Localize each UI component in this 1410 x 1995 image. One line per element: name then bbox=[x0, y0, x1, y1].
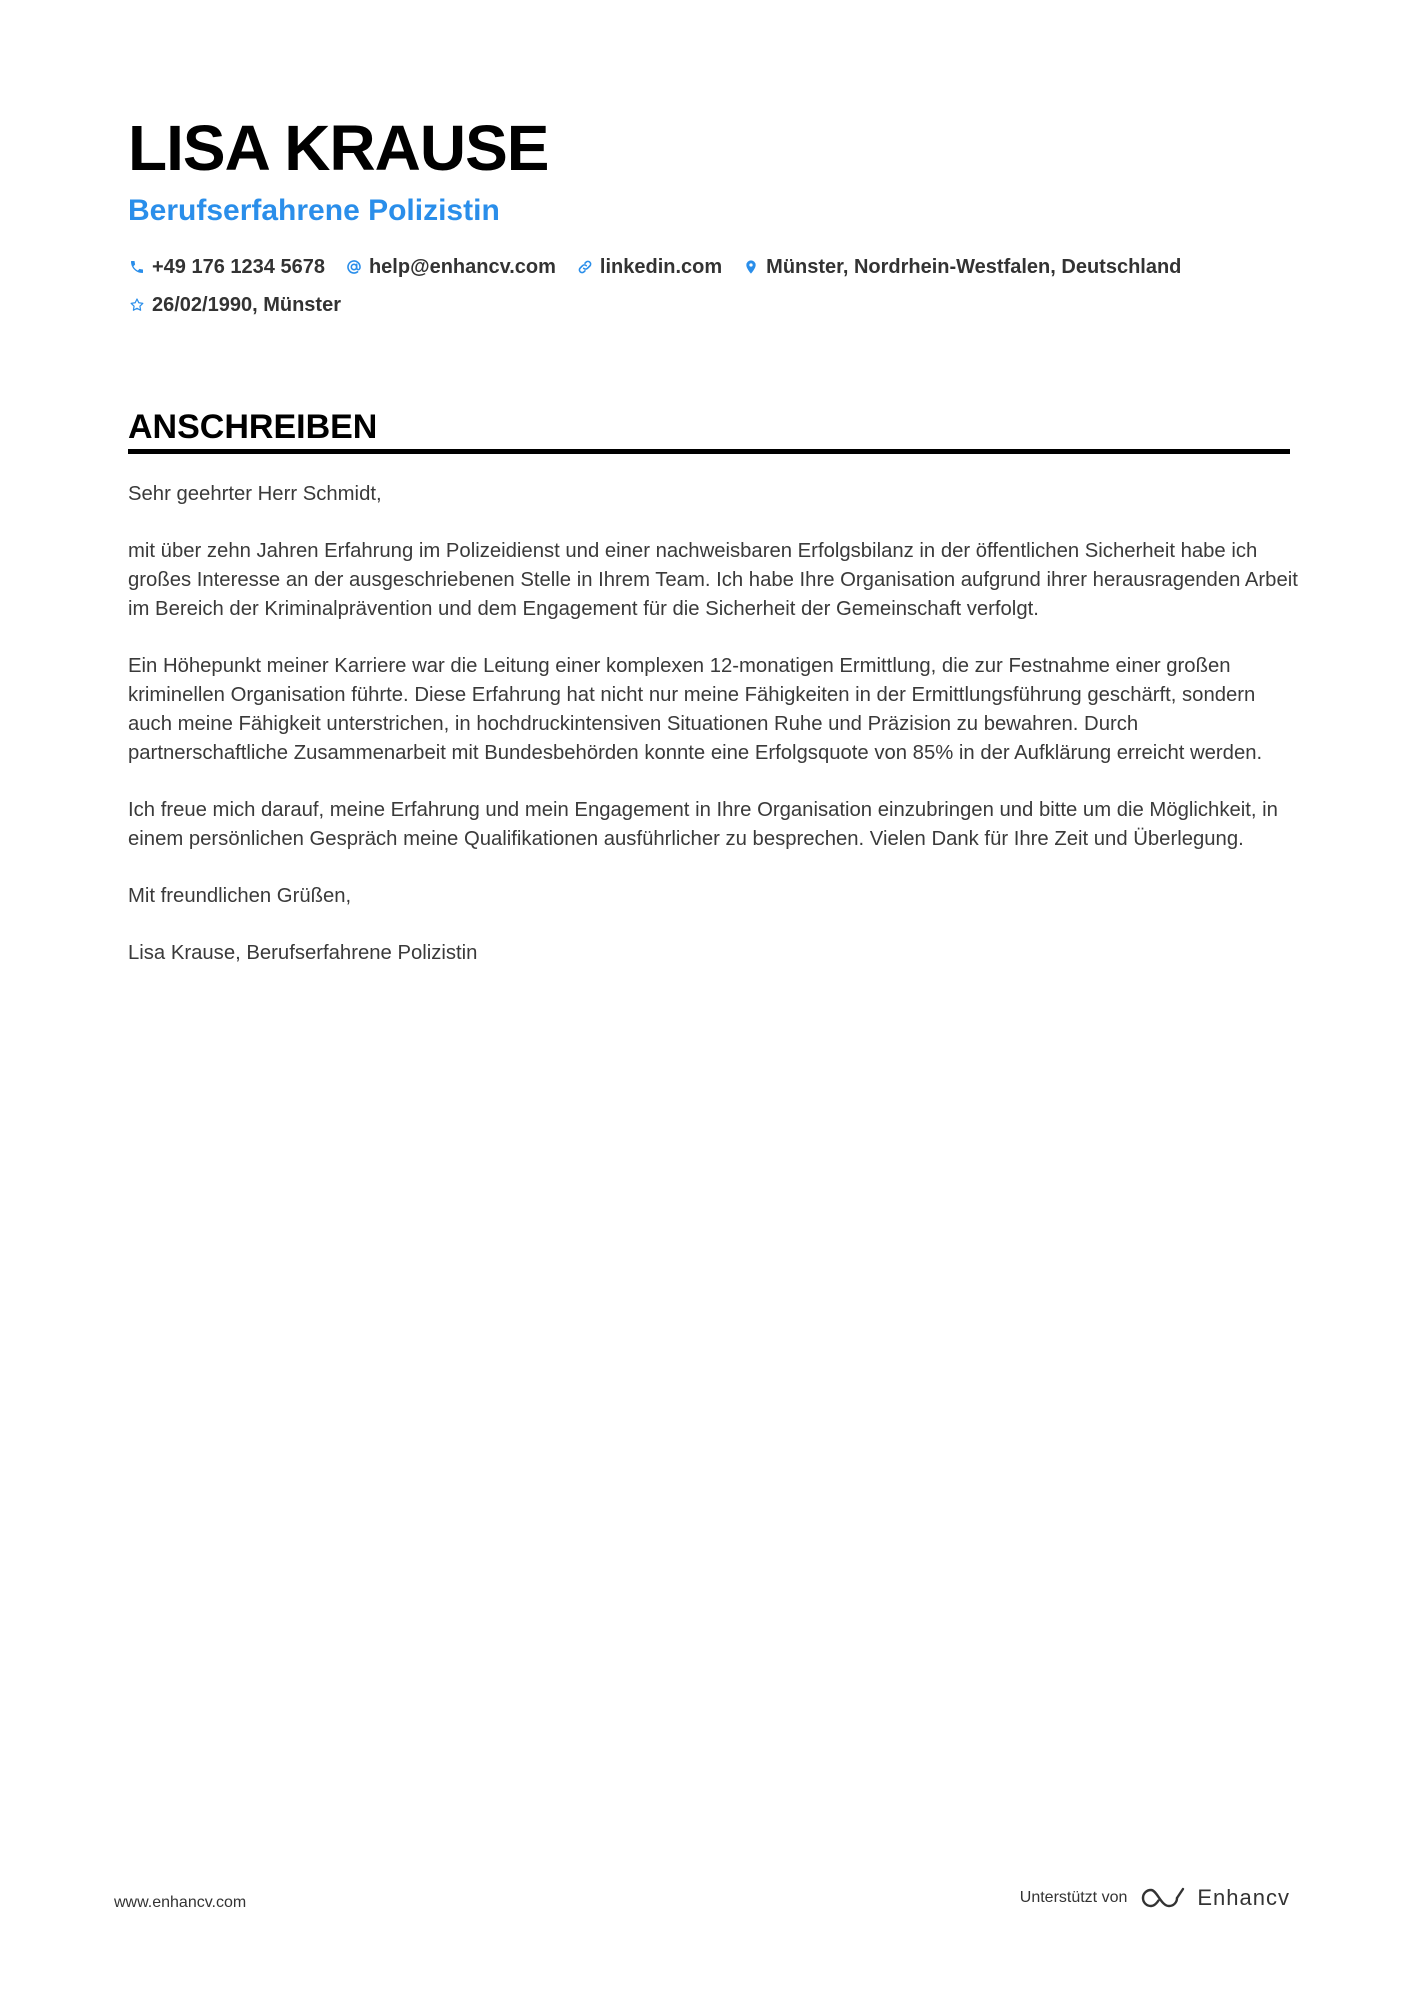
contact-email[interactable] bbox=[345, 256, 556, 279]
contact-linkedin[interactable] bbox=[576, 256, 722, 279]
footer-branding bbox=[1020, 1884, 1290, 1912]
contact-phone-text: +49 176 1234 5678 bbox=[152, 255, 325, 278]
location-pin-icon bbox=[742, 258, 760, 276]
contact-birth-text: 26/02/1990, Münster bbox=[152, 293, 341, 316]
contact-location bbox=[742, 256, 1181, 279]
enhancv-logo-text: Enhancv bbox=[1197, 1885, 1290, 1910]
contact-row-2 bbox=[128, 290, 1288, 320]
letter-body bbox=[128, 480, 1298, 996]
at-icon bbox=[345, 258, 363, 276]
letter-closing: Mit freundlichen Grüßen, bbox=[128, 885, 352, 907]
contact-linkedin-text: linkedin.com bbox=[599, 255, 723, 278]
contact-row-1 bbox=[128, 252, 1288, 282]
letter-paragraph-3: Ich freue mich darauf, meine Erfahrung und mein Engagement in Ihre Organisation einzubringen und bitte um die Möglichkeit, in einem persönlichen Gespräch meine Qualifikationen ausführlicher zu besprechen. Vielen Dank für Ihre Zeit und Überlegung. bbox=[128, 799, 1278, 850]
phone-icon bbox=[128, 258, 146, 276]
link-icon bbox=[576, 258, 594, 276]
enhancv-logo-icon bbox=[1139, 1884, 1187, 1912]
footer-website[interactable]: www.enhancv.com bbox=[114, 1894, 247, 1911]
letter-salutation: Sehr geehrter Herr Schmidt, bbox=[128, 483, 382, 505]
section-title: ANSCHREIBEN bbox=[128, 408, 378, 446]
letter-paragraph-2: Ein Höhepunkt meiner Karriere war die Leitung einer komplexen 12-monatigen Ermittlung, die zur Festnahme einer großen kriminellen Organisation führte. Diese Erfahrung hat nicht nur meine Fähigkeiten in der Ermittlungsführung geschärft, sondern auch meine Fähigkeit unterstrichen, in hochdruckintensiven Situationen Ruhe und Präzision zu bewahren. Durch partnerschaftliche Zusammenarbeit mit Bundesbehörden konnte eine Erfolgsquote von 85% in der Aufklärung erreicht werden. bbox=[128, 655, 1263, 764]
powered-by-text: Unterstützt von bbox=[1019, 1889, 1128, 1906]
contact-email-text: help@enhancv.com bbox=[368, 255, 556, 278]
star-icon bbox=[128, 296, 146, 314]
letter-paragraph-1: mit über zehn Jahren Erfahrung im Polizeidienst und einer nachweisbaren Erfolgsbilanz in der öffentlichen Sicherheit habe ich großes Interesse an der ausgeschriebenen Stelle in Ihrem Team. Ich habe Ihre Organisation aufgrund ihrer herausragenden Arbeit im Bereich der Kriminalprävention und dem Engagement für die Sicherheit der Gemeinschaft verfolgt. bbox=[128, 540, 1298, 620]
applicant-name: LISA KRAUSE bbox=[128, 112, 549, 184]
applicant-role: Berufserfahrene Polizistin bbox=[128, 194, 500, 227]
contact-info bbox=[128, 252, 1288, 328]
contact-phone bbox=[128, 256, 325, 279]
section-divider bbox=[128, 449, 1290, 454]
contact-birth bbox=[128, 294, 341, 317]
contact-location-text: Münster, Nordrhein-Westfalen, Deutschland bbox=[766, 255, 1182, 278]
letter-signature: Lisa Krause, Berufserfahrene Polizistin bbox=[128, 942, 478, 964]
